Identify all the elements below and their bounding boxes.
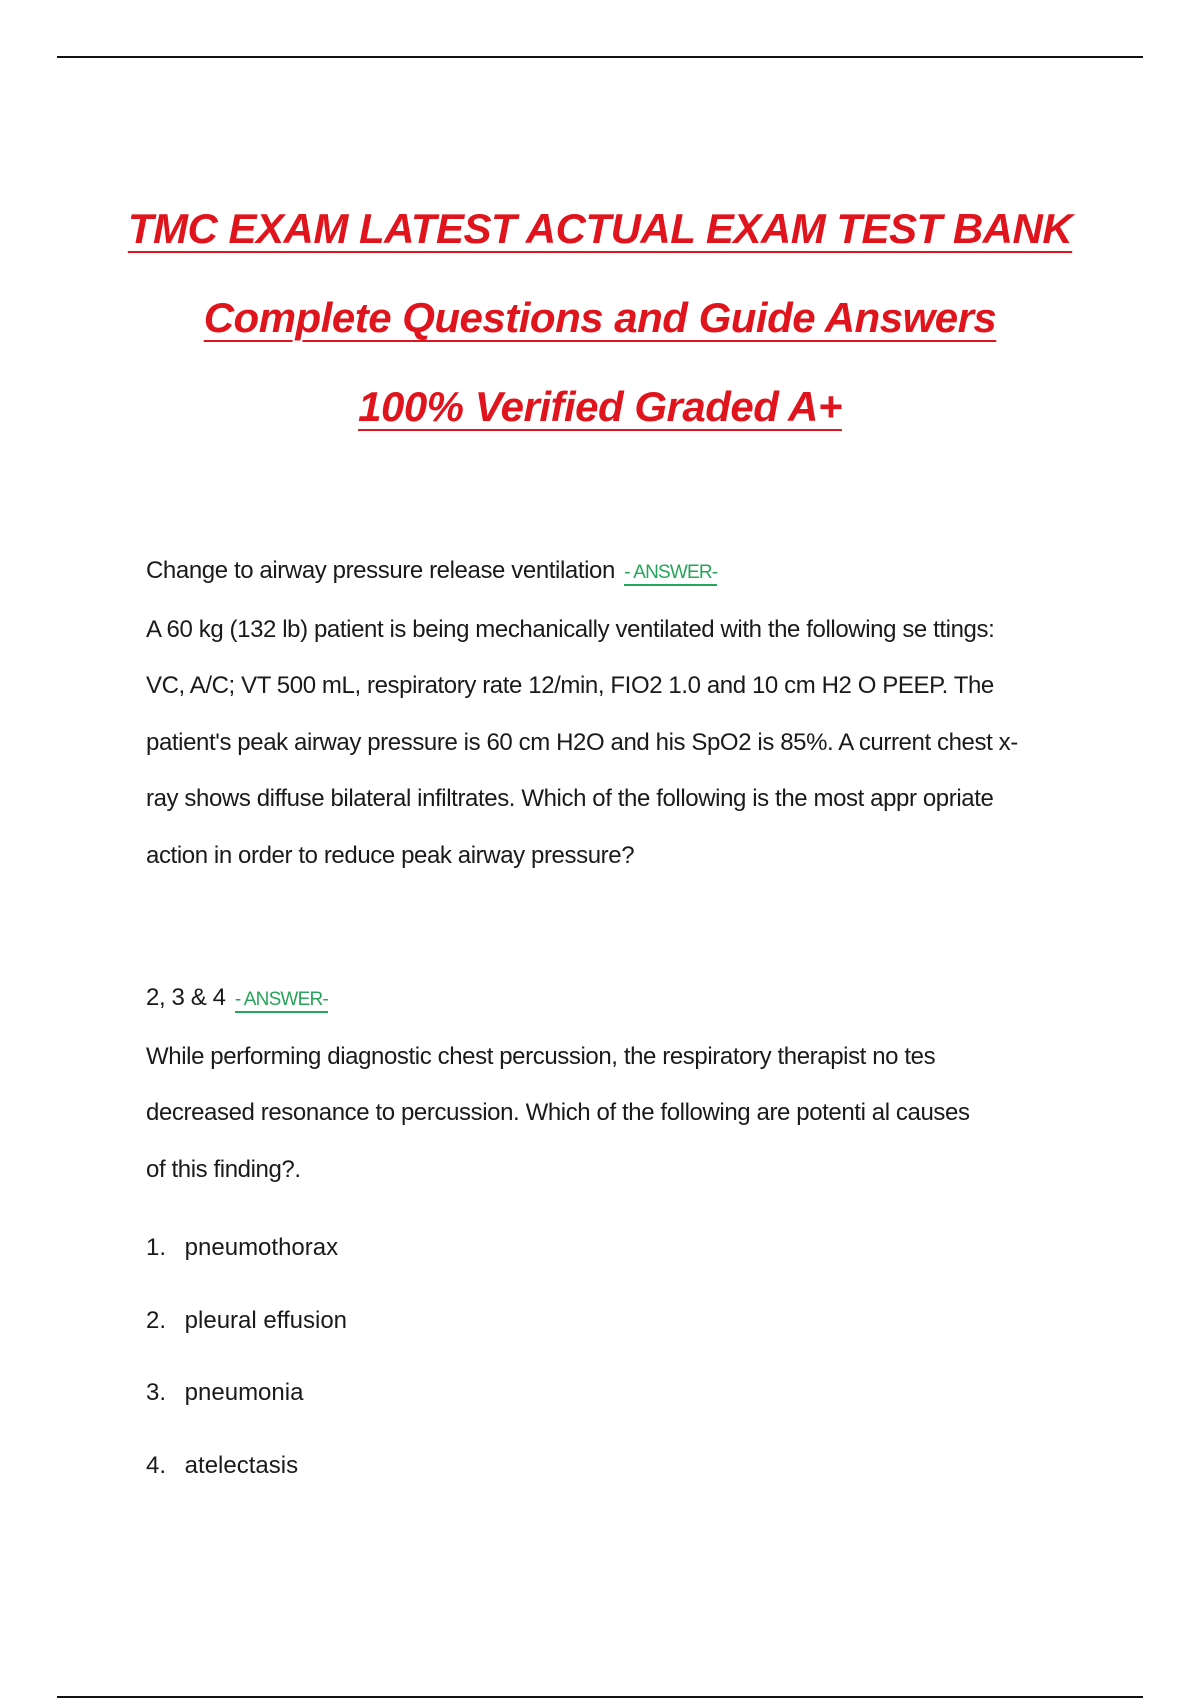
option-text: pneumothorax [184,1234,339,1261]
answer-tag: - ANSWER- [235,989,328,1013]
document-body [146,543,1096,1502]
document-title [0,196,1200,463]
list-item [146,1430,1096,1503]
question-line: action in order to reduce peak airway pressure? [146,841,635,869]
question-line: While performing diagnostic chest percussion, the respiratory therapist no tes [146,1042,936,1070]
list-item [146,1357,1096,1430]
list-item [146,1212,1096,1285]
option-number: 4. [146,1451,167,1479]
list-item [146,1285,1096,1358]
option-number: 2. [146,1306,167,1334]
question-line: decreased resonance to percussion. Which of the following are potenti al causes [146,1099,970,1126]
answer-line [146,543,1096,602]
options-list [146,1212,1096,1502]
title-line-2: Complete Questions and Guide Answers [203,294,997,341]
section-gap [146,884,1096,970]
question-line: A 60 kg (132 lb) patient is being mechanically ventilated with the following se ttings: [146,615,995,643]
answer-tag: - ANSWER- [624,562,717,586]
option-number: 1. [146,1234,167,1261]
question-line: ray shows diffuse bilateral infiltrates. Which of the following is the most appr opriate [146,785,994,812]
question-line: VC, A/C; VT 500 mL, respiratory rate 12/min, FIO2 1.0 and 10 cm H2 O PEEP. The [146,672,994,699]
title-line-1: TMC EXAM LATEST ACTUAL EXAM TEST BANK [127,205,1073,252]
option-text: pleural effusion [184,1306,348,1334]
bottom-rule [57,1696,1143,1698]
answer-text: 2, 3 & 4 [146,984,226,1011]
top-rule [57,56,1143,58]
question-line: of this finding?. [146,1155,301,1183]
option-number: 3. [146,1379,167,1406]
answer-line [146,970,1096,1029]
answer-text: Change to airway pressure release ventilation [146,557,615,584]
option-text: atelectasis [184,1451,299,1479]
option-text: pneumonia [184,1379,304,1406]
question-line: patient's peak airway pressure is 60 cm H2O and his SpO2 is 85%. A current chest x- [146,728,1018,756]
title-line-3: 100% Verified Graded A+ [358,383,842,430]
